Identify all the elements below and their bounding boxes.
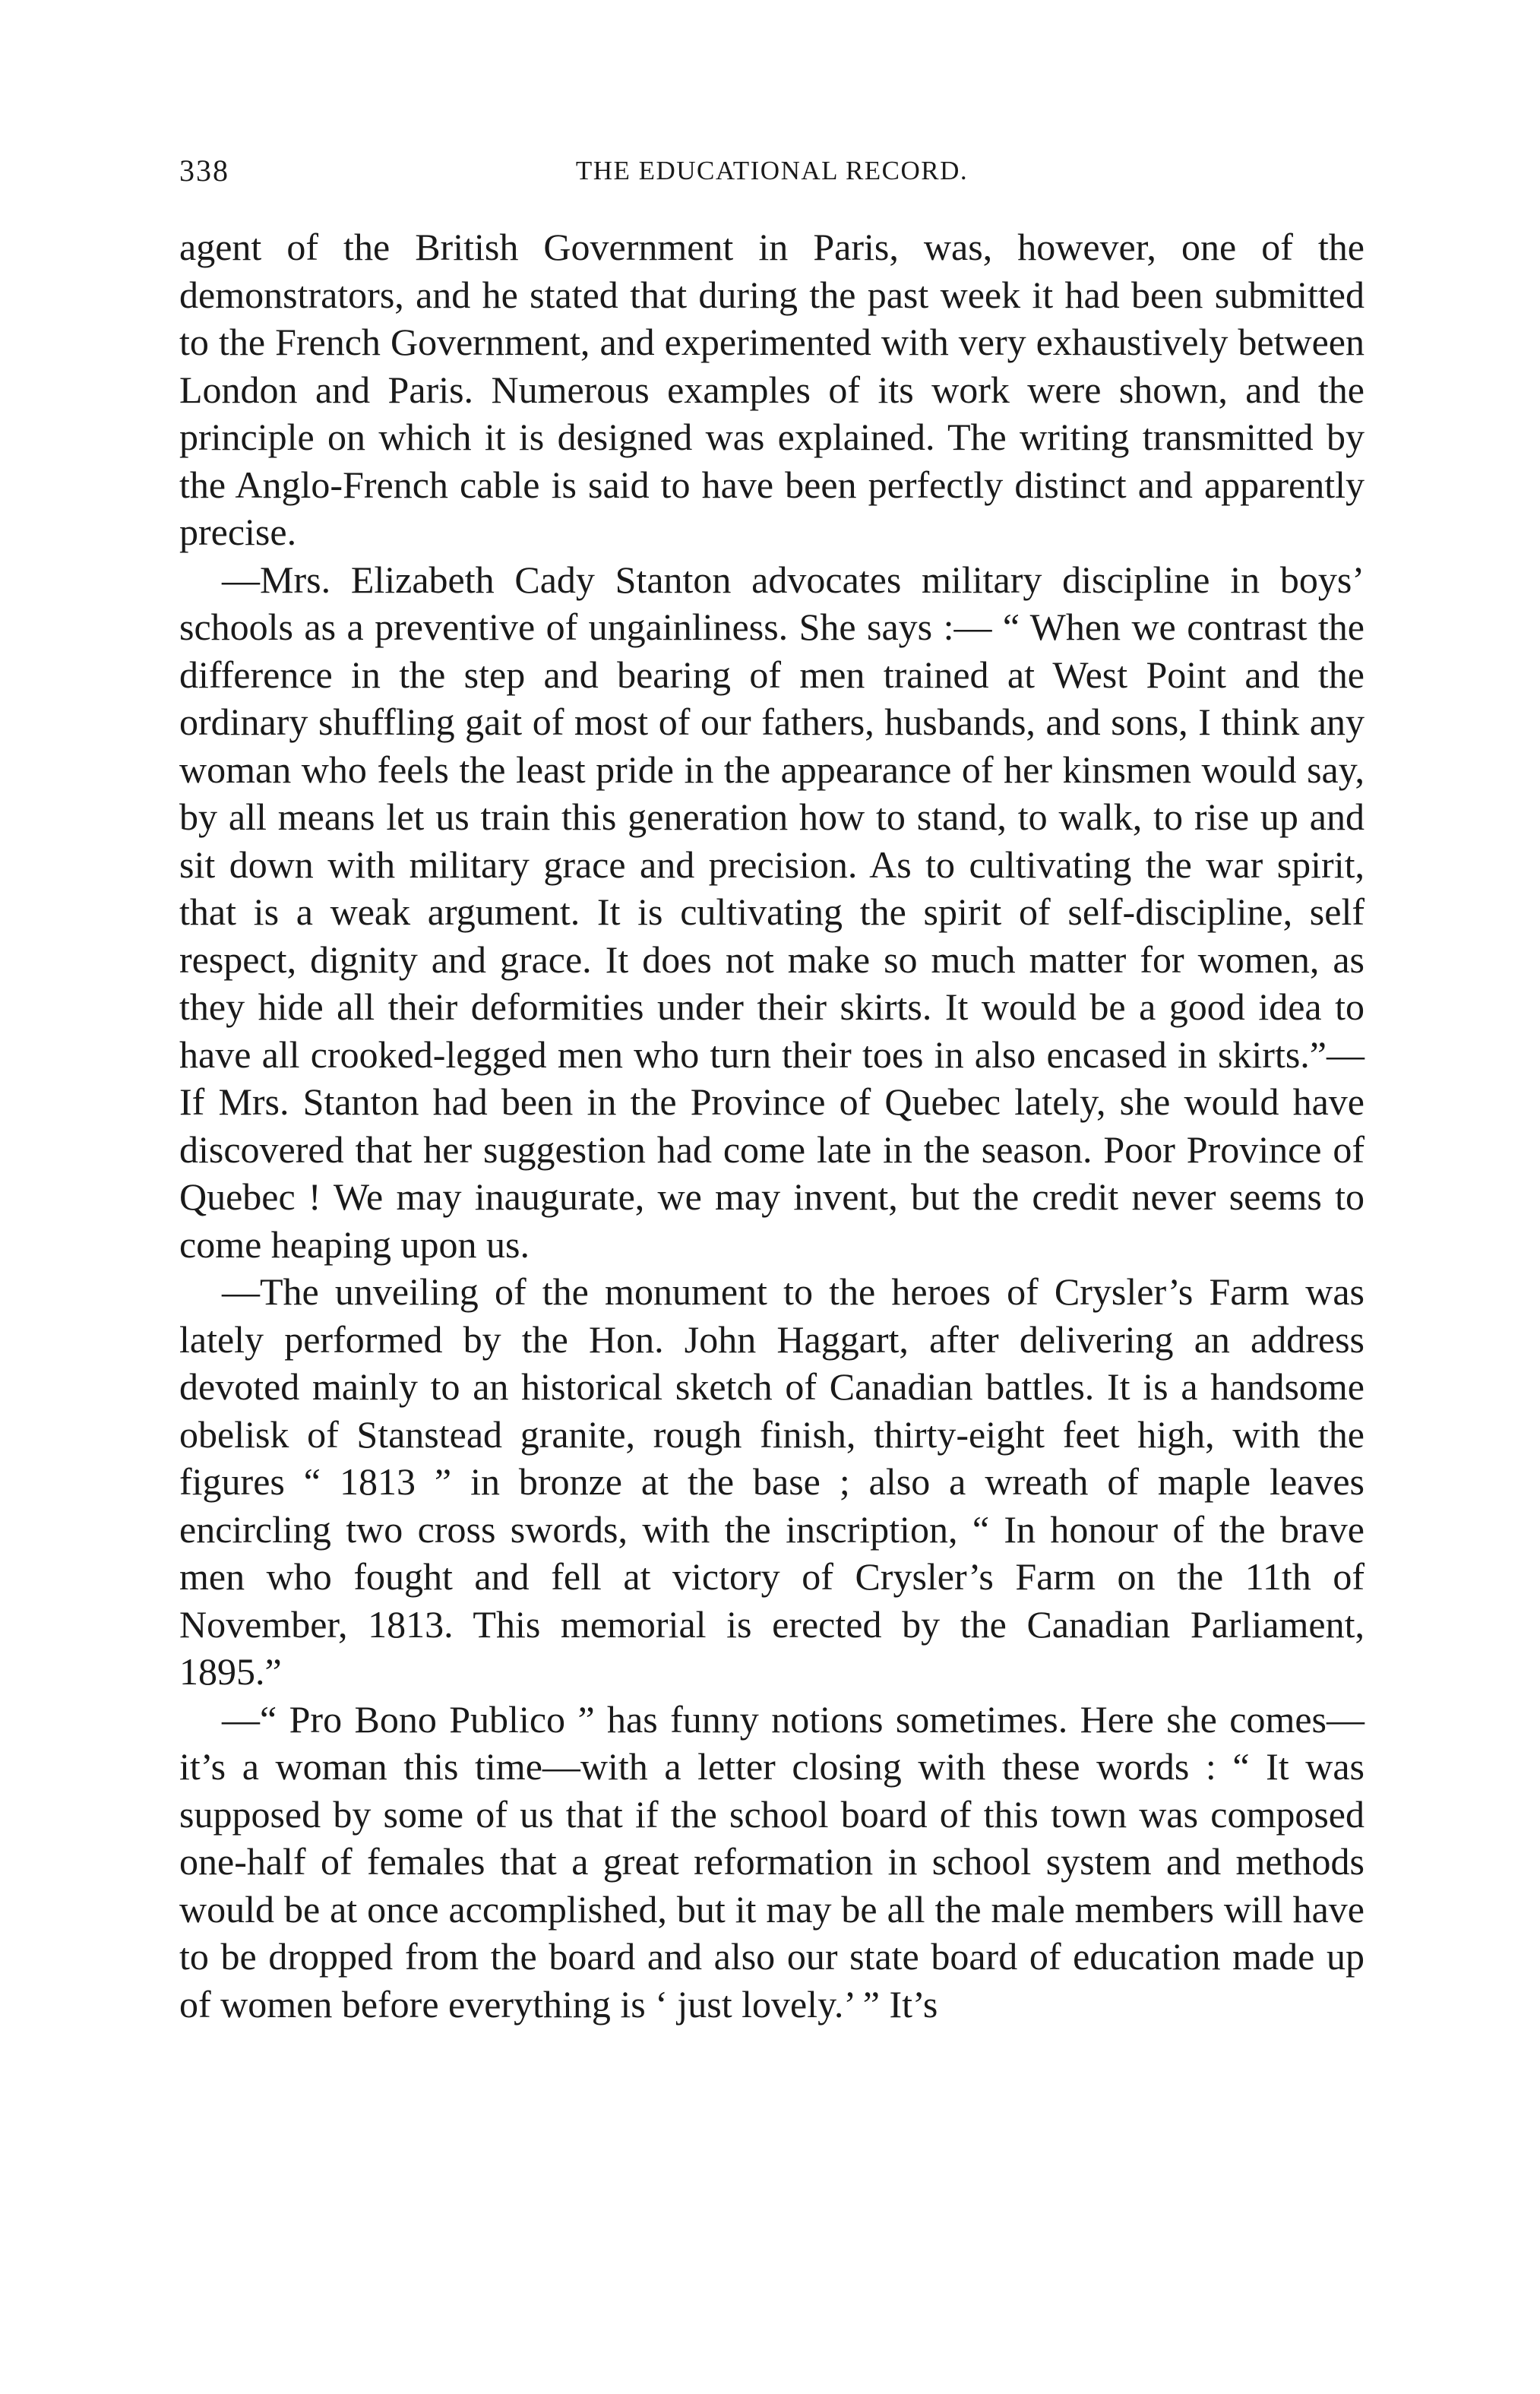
paragraph-crysler-monument: —The unveiling of the monument to the heroes of Crysler’s Farm was lately performed by the Hon. John Haggart, after delivering an address devoted mainly to an historical sketch of Canadian battles. It is a handsome obelisk of Stanstead granite, rough finish, thirty-eight feet high, with the figures “ 1813 ” in bronze at the base ; also a wreath of maple leaves encircling two cross swords, with the inscription, “ In honour of the brave men who fought and fell at victory of Crysler’s Farm on the 11th of November, 1813. This memorial is erected by the Canadian Parliament, 1895.”: [179, 1270, 1364, 1693]
document-page: [179, 144, 1364, 2028]
paragraph-telautograph: agent of the British Government in Paris, was, however, one of the demonstrators, and he stated that during the past week it had been submitted to the French Government, and experimented with very exhaustively between London and Paris. Numerous examples of its work were shown, and the principle on which it is designed was explained. The writing transmitted by the Anglo-French cable is said to have been perfectly distinct and apparently precise.: [179, 226, 1364, 553]
page-header: [179, 144, 1364, 198]
running-head: THE EDUCATIONAL RECORD.: [575, 156, 969, 185]
page-number: 338: [179, 153, 229, 188]
paragraph-pro-bono-publico: —“ Pro Bono Publico ” has funny notions sometimes. Here she comes—it’s a woman this time—with a letter closing with these words : “ It was supposed by some of us that if the school board of this town was composed one-half of females that a great reformation in school system and methods would be at once accomplished, but it may be all the male members will have to be dropped from the board and also our state board of education made up of women before everything is ‘ just lovely.’ ” It’s: [179, 1697, 1364, 2026]
paragraph-stanton: —Mrs. Elizabeth Cady Stanton advocates military discipline in boys’ schools as a preventive of ungainliness. She says :— “ When we contrast the difference in the step and bearing of men trained at West Point and the ordinary shuffling gait of most of our fathers, husbands, and sons, I think any woman who feels the least pride in the appearance of her kinsmen would say, by all means let us train this generation how to stand, to walk, to rise up and sit down with military grace and precision. As to cultivating the war spirit, that is a weak argument. It is cultivating the spirit of self-discipline, self respect, dignity and grace. It does not make so much matter for women, as they hide all their deformities under their skirts. It would be a good idea to have all crooked-legged men who turn their toes in also encased in skirts.”—If Mrs. Stanton had been in the Province of Quebec lately, she would have discovered that her suggestion had come late in the season. Poor Province of Quebec ! We may inaugurate, we may invent, but the credit never seems to come heaping upon us.: [179, 558, 1364, 1266]
body-text: [179, 223, 1364, 2028]
